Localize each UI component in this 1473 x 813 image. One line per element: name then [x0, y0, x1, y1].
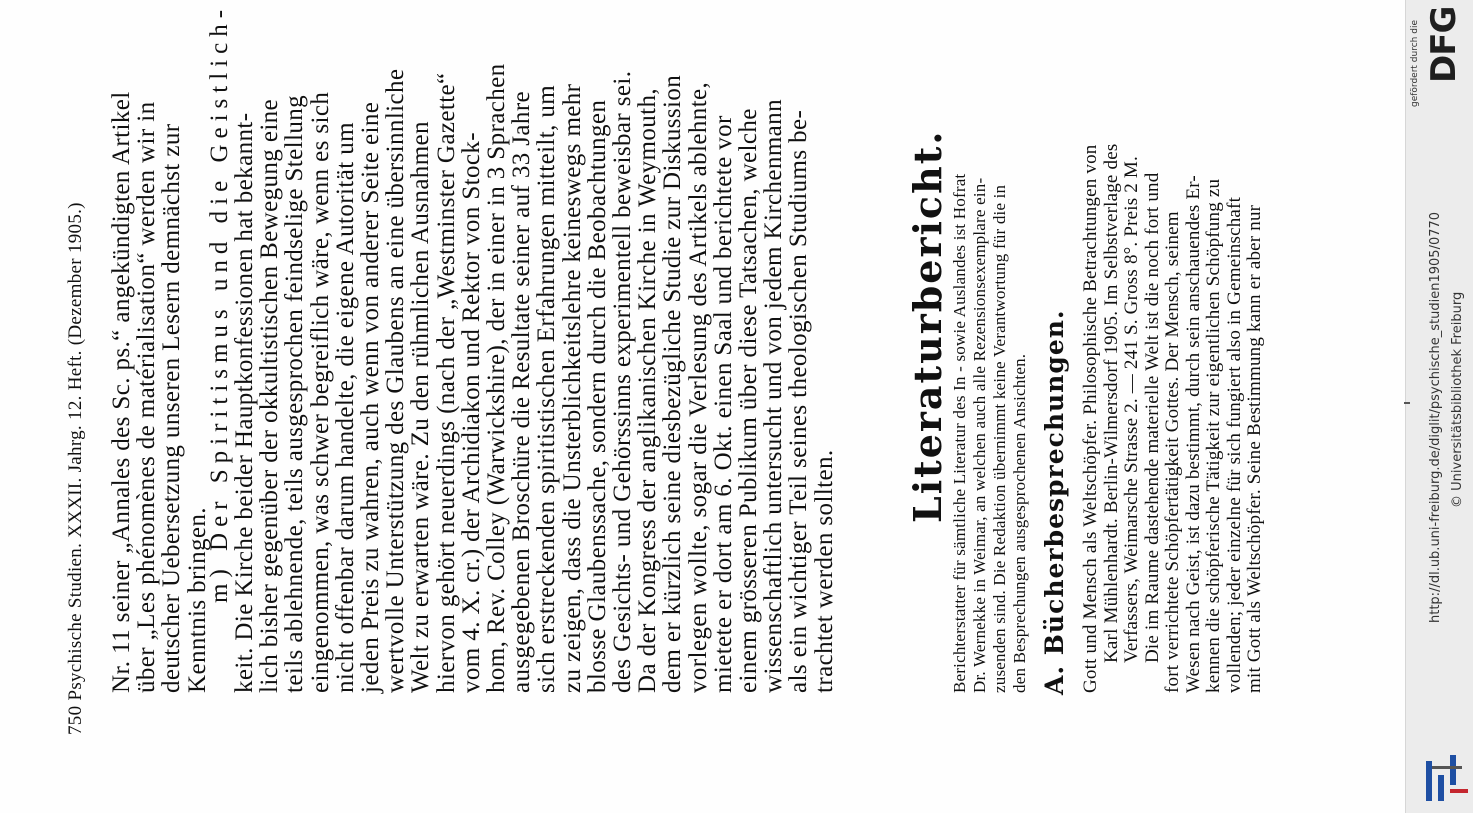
- body-line: lich bisher gegenüber der okkultistischen Bewegung eine: [256, 98, 284, 693]
- intro-line: zusenden sind. Die Redaktion übernimmt keine Verantwortung für die in: [990, 184, 1009, 693]
- review-line: fort verrichtete Schöpfertätigkeit Gottes. Der Mensch, seinem: [1162, 211, 1183, 693]
- ub-freiburg-logo-icon: [1424, 745, 1470, 805]
- body-line: dem er kürzlich seine diesbezügliche Studie zur Diskussion: [659, 74, 687, 693]
- body-line: eingenommen, was schwer begreiflich wäre, wenn es sich: [306, 91, 334, 693]
- body-line: vorlegen wollte, sogar die Verlesung des Artikels ablehnte,: [684, 81, 712, 693]
- dfg-logo: DFG: [1424, 6, 1464, 83]
- body-line: teils ablehnende, teils ausgesprochen feindselige Stellung: [281, 94, 309, 693]
- body-line: wertvolle Unterstützung des Glaubens an eine übersinnliche: [382, 68, 410, 693]
- body-line: einem grösseren Publikum über diese Tatsachen, welche: [735, 108, 762, 693]
- body-line: Nr. 11 seiner „Annales des Sc. ps.“ angekündigten Artikel: [108, 91, 135, 693]
- body-line: m) Der Spiritismus und die Geistlich-: [205, 3, 233, 603]
- body-line: als ein wichtiger Teil seines theologischen Studiums be-: [785, 109, 813, 693]
- scroll-indicator: [1404, 402, 1410, 404]
- body-line: Da der Kongress der anglikanischen Kirche in Weymouth,: [634, 87, 662, 693]
- body-line: des Gesichts- und Gehörssinns experimentell beweisbar sei.: [609, 70, 636, 693]
- body-line: jeden Preis zu wahren, auch wenn von anderer Seite eine: [357, 101, 384, 693]
- body-line: deutscher Uebersetzung unseren Lesern demnächst zur: [158, 123, 186, 693]
- intro-line: Berichterstatter für sämtliche Literatur des In - sowie Auslandes ist Hofrat: [950, 173, 969, 693]
- review-line: Karl Mühlenhardt. Berlin-Wilmersdorf 1905. Im Selbstverlage des: [1100, 143, 1122, 663]
- section-heading: A. Bücherbesprechungen.: [1040, 309, 1069, 695]
- body-line: über „Les phénomènes de matérialisation“ werden wir in: [133, 101, 161, 693]
- body-line: vom 4. X. cr.) der Archidiakon und Rektor von Stock-: [457, 132, 485, 693]
- body-line: wissenschaftlich untersucht und von jedem Kirchenmann: [760, 99, 788, 693]
- review-line: kennen die schöpferische Tätigkeit zur eigentlichen Schöpfung zu: [1203, 178, 1224, 693]
- body-line: mietete er dort am 6. Okt. einen Saal und berichtete vor: [709, 115, 737, 693]
- body-line: hom, Rev. Colley (Warwickshire), der in einer in 3 Sprachen: [483, 63, 510, 693]
- literature-title: Literaturbericht.: [905, 129, 950, 523]
- review-line: vollenden; jeder einzelne für sich fungiert also in Gemeinschaft: [1223, 196, 1245, 693]
- body-line: blosse Glaubenssache, sondern durch die Beobachtungen: [583, 99, 611, 693]
- body-line: ausgegebenen Broschüre die Resultate seiner auf 33 Jahre: [508, 90, 536, 693]
- body-line: Welt zu erwarten wäre. Zu den rühmlichen Ausnahmen: [407, 121, 435, 693]
- review-line: Wesen nach Geist, ist dazu bestimmt, durch sein anschauendes Er-: [1182, 175, 1204, 693]
- page-url[interactable]: http://dl.ub.uni-freiburg.de/diglit/psychische_studien1905/0770: [1428, 211, 1443, 623]
- review-line: mit Gott als Weltschöpfer. Seine Bestimmung kann er aber nur: [1244, 204, 1265, 693]
- body-line: Kenntnis bringen.: [183, 507, 211, 693]
- body-line: hiervon gehört neuerdings (nach der „Westminster Gazette“: [432, 72, 460, 693]
- viewer-sidebar: [1405, 0, 1473, 813]
- dfg-note: gefördert durch die: [1410, 20, 1420, 107]
- intro-line: Dr. Wernekke in Weimar, an welchen auch alle Rezensionsexemplare ein-: [970, 177, 989, 693]
- review-line: Die im Raume dastehende materielle Welt ist die noch fort und: [1141, 172, 1163, 663]
- body-line: keit. Die Kirche beider Hauptkonfessionen hat bekannt-: [231, 112, 258, 693]
- intro-line: den Besprechungen ausgesprochenen Ansichten.: [1010, 353, 1029, 693]
- review-line: Gott und Mensch als Weltschöpfer. Philosophische Betrachtungen von: [1080, 144, 1101, 693]
- body-line: nicht offenbar darum handelte, die eigene Autorität um: [331, 122, 359, 693]
- body-line: sich erstreckenden spiritistischen Erfahrungen mitteilt, um: [533, 84, 561, 693]
- body-line: zu zeigen, dass die Unsterblichkeitslehre keineswegs mehr: [558, 83, 586, 693]
- review-line: Verfassers, Weimarsche Strasse 2. — 241 S. Gross 8°. Preis 2 M.: [1121, 156, 1142, 663]
- running-header: 750 Psychische Studien. XXXII. Jahrg. 12. Heft. (Dezember 1905.): [65, 202, 86, 735]
- body-line: trachtet werden sollten.: [810, 449, 838, 693]
- copyright-notice: © Universitätsbibliothek Freiburg: [1450, 291, 1465, 508]
